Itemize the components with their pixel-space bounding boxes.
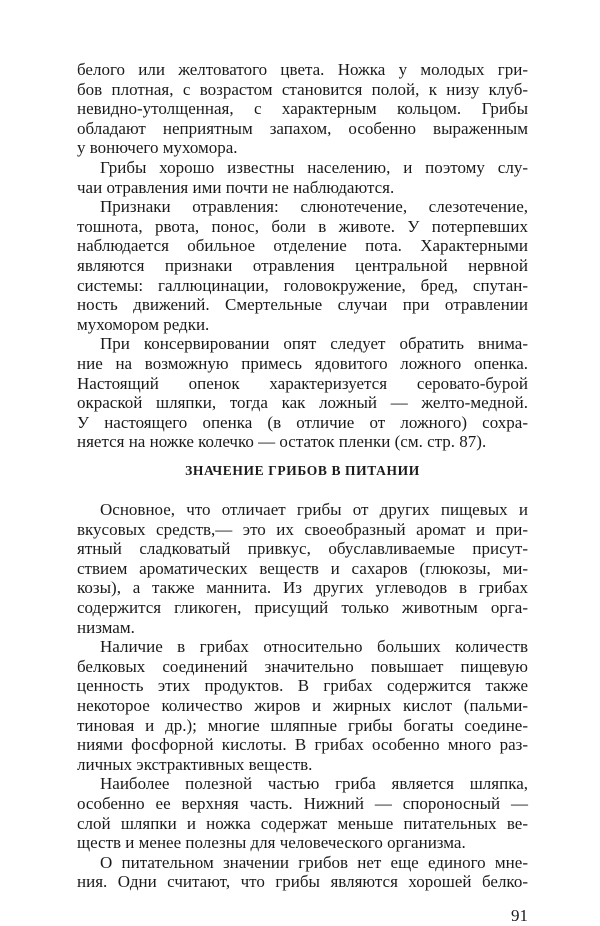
text-line: ствием ароматических веществ и сахаров (глюкозы, ми- <box>77 558 528 578</box>
text-line: тиновая и др.); многие шляпные грибы богаты соедине- <box>77 715 528 735</box>
text-line: содержится гликоген, присущий только животным орга- <box>77 598 528 617</box>
text-line: Наличие в грибах относительно больших количеств <box>100 637 528 657</box>
text-line: являются признаки отравления центральной нервной <box>77 256 528 275</box>
text-line: Настоящий опенок характеризуется серовато-бурой <box>77 373 528 393</box>
text-line: обладают неприятным запахом, особенно выраженным <box>77 118 528 138</box>
text-line: ценность этих продуктов. В грибах содержится также <box>77 676 528 696</box>
text-line: Наиболее полезной частью гриба является шляпка, <box>100 774 528 794</box>
text-line: бов плотная, с возрастом становится полой, к низу клуб- <box>77 79 528 99</box>
page-number: 91 <box>511 906 528 925</box>
text-line: ния. Одни считают, что грибы являются хорошей белко- <box>77 872 528 892</box>
text-line: ность движений. Смертельные случаи при отравлении <box>77 295 528 315</box>
text-line: белковых соединений значительно повышает пищевую <box>77 656 528 676</box>
text-line: белого или желтоватого цвета. Ножка у молодых гри- <box>77 60 528 79</box>
text-line: козы), а также маннита. Из других углеводов в грибах <box>77 578 528 598</box>
text-line: ществ и менее полезны для человеческого организма. <box>77 833 466 853</box>
text-line: Признаки отравления: слюнотечение, слезотечение, <box>100 197 528 217</box>
text-line: ниями фосфорной кислоты. В грибах особенно много раз- <box>77 735 528 755</box>
text-line: При консервировании опят следует обратить внима- <box>100 334 528 354</box>
section-heading: ЗНАЧЕНИЕ ГРИБОВ В ПИТАНИИ <box>185 463 420 478</box>
text-line: тошнота, рвота, понос, боли в животе. У потерпевших <box>77 216 528 236</box>
text-line: О питательном значении грибов нет еще единого мне- <box>100 852 528 872</box>
text-line: системы: галлюцинации, головокружение, бред, спутан- <box>77 275 528 295</box>
text-line: особенно ее верхняя часть. Нижний — спороносный — <box>77 794 528 813</box>
text-line: Грибы хорошо известны населению, и поэтому слу- <box>100 158 528 177</box>
text-line: низмам. <box>77 617 135 637</box>
text-line: личных экстрактивных веществ. <box>77 754 313 774</box>
text-line: Основное, что отличает грибы от других пищевых и <box>100 500 528 519</box>
text-line: некоторое количество жиров и жирных кислот (пальми- <box>77 696 528 715</box>
text-line: чаи отравления ими почти не наблюдаются. <box>77 177 395 197</box>
text-line: няется на ножке колечко — остаток пленки (см. стр. 87). <box>77 432 487 452</box>
text-line: слой шляпки и ножка содержат меньше питательных ве- <box>77 813 528 833</box>
text-line: У настоящего опенка (в отличие от ложного) сохра- <box>77 412 528 432</box>
text-line: мухомором редки. <box>77 314 210 334</box>
text-line: ние на возможную примесь ядовитого ложного опенка. <box>77 354 528 373</box>
text-line: вкусовых средств,— это их своеобразный аромат и при- <box>77 519 528 539</box>
text-line: ятный сладковатый привкус, обуславливаемые присут- <box>77 539 528 559</box>
text-line: у вонючего мухомора. <box>77 138 238 158</box>
text-line: окраской шляпки, тогда как ложный — желто-медной. <box>77 393 528 413</box>
text-line: наблюдается обильное отделение пота. Характерными <box>77 236 528 256</box>
text-line: невидно-утолщенная, с характерным кольцом. Грибы <box>77 99 528 119</box>
